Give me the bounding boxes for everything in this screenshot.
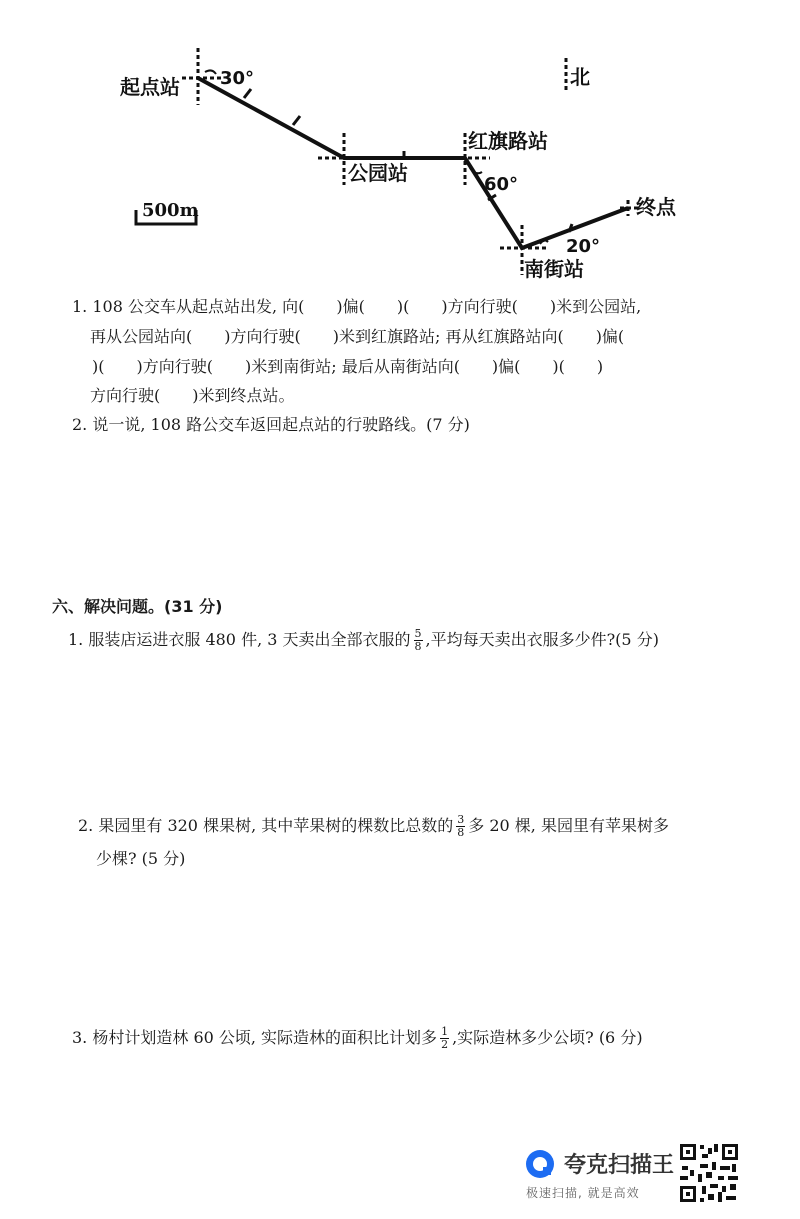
problem-3-text-a: 3. 杨村计划造林 60 公顷, 实际造林的面积比计划多	[72, 1028, 438, 1047]
angle-60-label: 60°	[484, 174, 519, 195]
fraction-5-8: $\frac{5}{8}$	[414, 627, 422, 653]
angle-30-label: 30°	[220, 68, 255, 89]
scanner-slogan: 极速扫描, 就是高效	[526, 1186, 640, 1200]
qr-code-icon	[678, 1142, 740, 1204]
problem-1	[68, 628, 659, 653]
fraction-1-2: $\frac{1}{2}$	[441, 1025, 449, 1051]
q1-line-2: 再从公园站向( )方向行驶( )米到红旗路站; 再从红旗路站向( )偏(	[90, 327, 625, 346]
station-hongqi-label: 红旗路站	[468, 129, 548, 153]
problem-2	[78, 814, 669, 839]
station-park-label: 公园站	[348, 161, 408, 185]
station-start-label: 起点站	[120, 75, 180, 99]
station-end-label: 终点	[636, 195, 676, 219]
q1-line-4: 方向行驶( )米到终点站。	[90, 386, 295, 405]
problem-1-text-b: ,平均每天卖出衣服多少件?(5 分)	[425, 630, 659, 649]
problem-2-text-a: 2. 果园里有 320 棵果树, 其中苹果树的棵数比总数的	[78, 816, 454, 835]
problem-2-text-c: 少棵? (5 分)	[96, 849, 186, 868]
bus-route-map	[0, 0, 800, 290]
quark-logo-icon	[526, 1150, 554, 1178]
station-nanjie-label: 南街站	[524, 257, 584, 281]
q1-line-3: )( )方向行驶( )米到南街站; 最后从南街站向( )偏( )( )	[92, 357, 604, 376]
north-label: 北	[570, 65, 590, 89]
q2-text: 2. 说一说, 108 路公交车返回起点站的行驶路线。(7 分)	[72, 415, 470, 434]
fraction-3-8: $\frac{3}{8}$	[457, 813, 465, 839]
section-6-title: 六、解决问题。(31 分)	[52, 597, 223, 616]
bus-route-line	[198, 78, 628, 248]
problem-3	[72, 1026, 643, 1051]
problem-2-text-b: 多 20 棵, 果园里有苹果树多	[468, 816, 669, 835]
problem-1-text-a: 1. 服装店运进衣服 480 件, 3 天卖出全部衣服的	[68, 630, 411, 649]
scanner-watermark	[526, 1146, 676, 1202]
angle-20-label: 20°	[566, 236, 601, 257]
problem-3-text-b: ,实际造林多少公顷? (6 分)	[452, 1028, 643, 1047]
scale-label: 500m	[142, 200, 199, 221]
q1-line-1: 1. 108 公交车从起点站出发, 向( )偏( )( )方向行驶( )米到公园站,	[72, 297, 642, 316]
scanner-name: 夸克扫描王	[564, 1153, 675, 1178]
